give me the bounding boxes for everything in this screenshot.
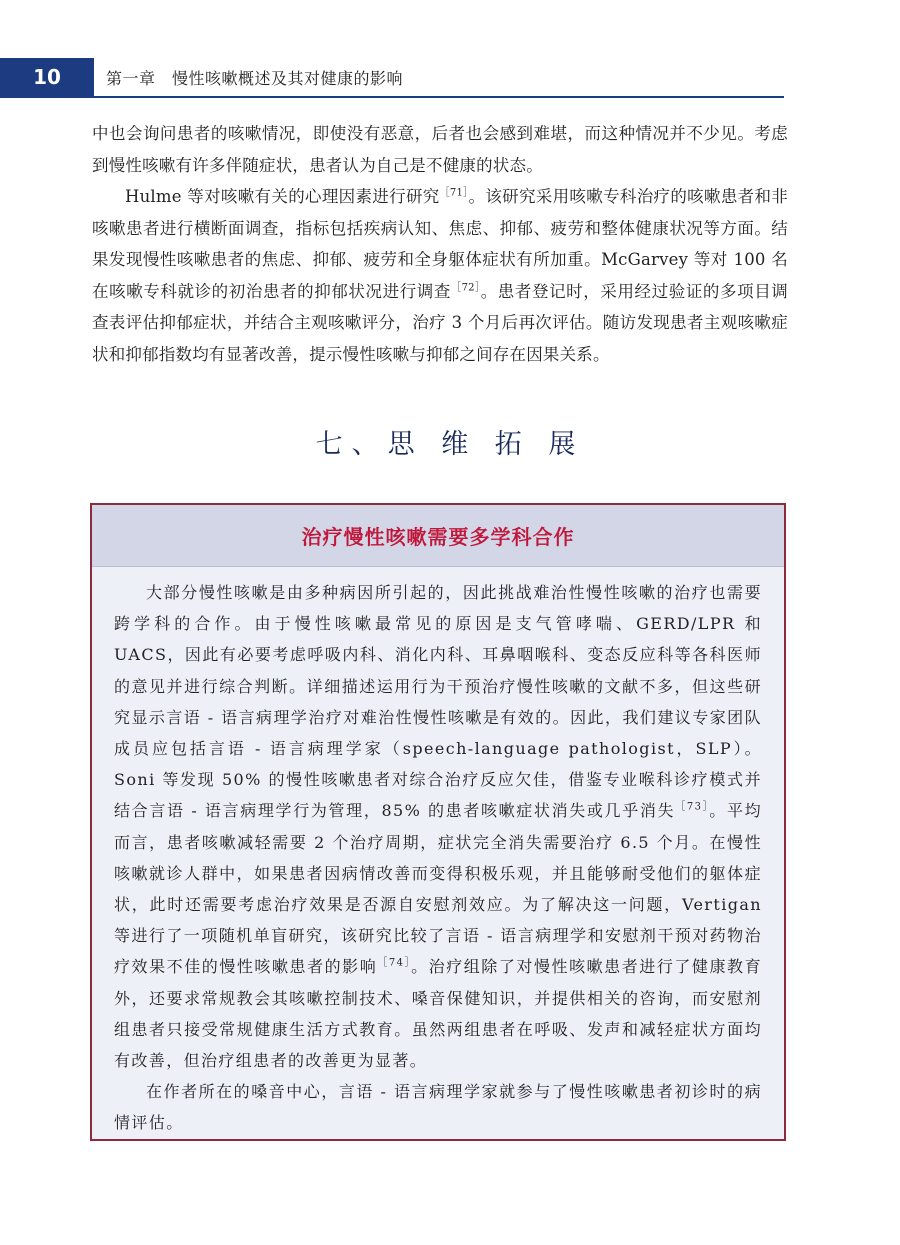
box-paragraph <box>114 1076 762 1138</box>
paragraph-text: 。患者登记时，采用经过验证的多项目调查表评估抑郁症状，并结合主观咳嗽评分，治疗 3 个月后再次评估。随访发现患者主观咳嗽症状和抑郁指数均有显著改善，提示慢性咳嗽与抑郁之间存在因果关系。 <box>92 281 789 364</box>
section-heading: 七、思 维 拓 展 <box>315 429 585 460</box>
box-body <box>92 567 784 1139</box>
box-header <box>92 505 784 567</box>
citation-ref: ［74］ <box>377 958 412 970</box>
page-number: 10 <box>0 58 94 96</box>
body-text <box>92 118 788 370</box>
box-title: 治疗慢性咳嗽需要多学科合作 <box>301 525 575 549</box>
box-paragraph <box>114 577 762 1076</box>
paragraph-text: 大部分慢性咳嗽是由多种病因所引起的，因此挑战难治性慢性咳嗽的治疗也需要跨学科的合作。由于慢性咳嗽最常见的原因是支气管哮喘、GERD/LPR 和 UACS，因此有必要考虑呼吸内科、消化内科、耳鼻咽喉科、变态反应科等各科医师的意见并进行综合判断。详细描述运用行为干预治疗慢性咳嗽的文献不多，但这些研究显示言语 - 语言病理学治疗对难治性慢性咳嗽是有效的。因此，我们建议专家团队成员应包括言语 - 语言病理学家（speech-language pathologist，SLP）。Soni 等发现 50% 的慢性咳嗽患者对综合治疗反应欠佳，借鉴专业喉科诊疗模式并结合言语 - 语言病理学行为管理，85% 的患者咳嗽症状消失或几乎消失 <box>114 583 762 821</box>
citation-ref: ［72］ <box>450 282 481 293</box>
paragraph-text: 。平均而言，患者咳嗽减轻需要 2 个治疗周期，症状完全消失需要治疗 6.5 个月。在慢性咳嗽就诊人群中，如果患者因病情改善而变得积极乐观，并且能够耐受他们的躯体症状，此时还需要考虑治疗效果是否源自安慰剂效应。为了解决这一问题，Vertigan 等进行了一项随机单盲研究，该研究比较了言语 - 语言病理学和安慰剂干预对药物治疗效果不佳的慢性咳嗽患者的影响 <box>114 801 763 977</box>
citation-ref: ［73］ <box>675 802 710 814</box>
chapter-title: 第一章 慢性咳嗽概述及其对健康的影响 <box>106 68 404 88</box>
page-header <box>0 58 900 98</box>
paragraph-text: 。治疗组除了对慢性咳嗽患者进行了健康教育外，还要求常规教会其咳嗽控制技术、嗓音保健知识，并提供相关的咨询，而安慰剂组患者只接受常规健康生活方式教育。虽然两组患者在呼吸、发声和减轻症状方面均有改善，但治疗组患者的改善更为显著。 <box>114 957 762 1071</box>
paragraph-text: 在作者所在的嗓音中心，言语 - 语言病理学家就参与了慢性咳嗽患者初诊时的病情评估。 <box>114 1082 762 1133</box>
paragraph-text: 。该研究采用咳嗽专科治疗的咳嗽患者和非咳嗽患者进行横断面调查，指标包括疾病认知、焦虑、抑郁、疲劳和整体健康状况等方面。结果发现慢性咳嗽患者的焦虑、抑郁、疲劳和全身躯体症状有所加重。McGarvey 等对 100 名在咳嗽专科就诊的初治患者的抑郁状况进行调查 <box>92 187 788 301</box>
header-rule <box>0 96 784 98</box>
paragraph-continued <box>92 118 788 181</box>
paragraph-text: Hulme 等对咳嗽有关的心理因素进行研究 <box>125 187 440 206</box>
paragraph-hulme <box>92 181 788 370</box>
paragraph-text: 中也会询问患者的咳嗽情况，即使没有恶意，后者也会感到难堪，而这种情况并不少见。考虑到慢性咳嗽有许多伴随症状，患者认为自己是不健康的状态。 <box>92 124 788 175</box>
citation-ref: ［71］ <box>439 187 469 199</box>
extension-box <box>90 503 786 1141</box>
